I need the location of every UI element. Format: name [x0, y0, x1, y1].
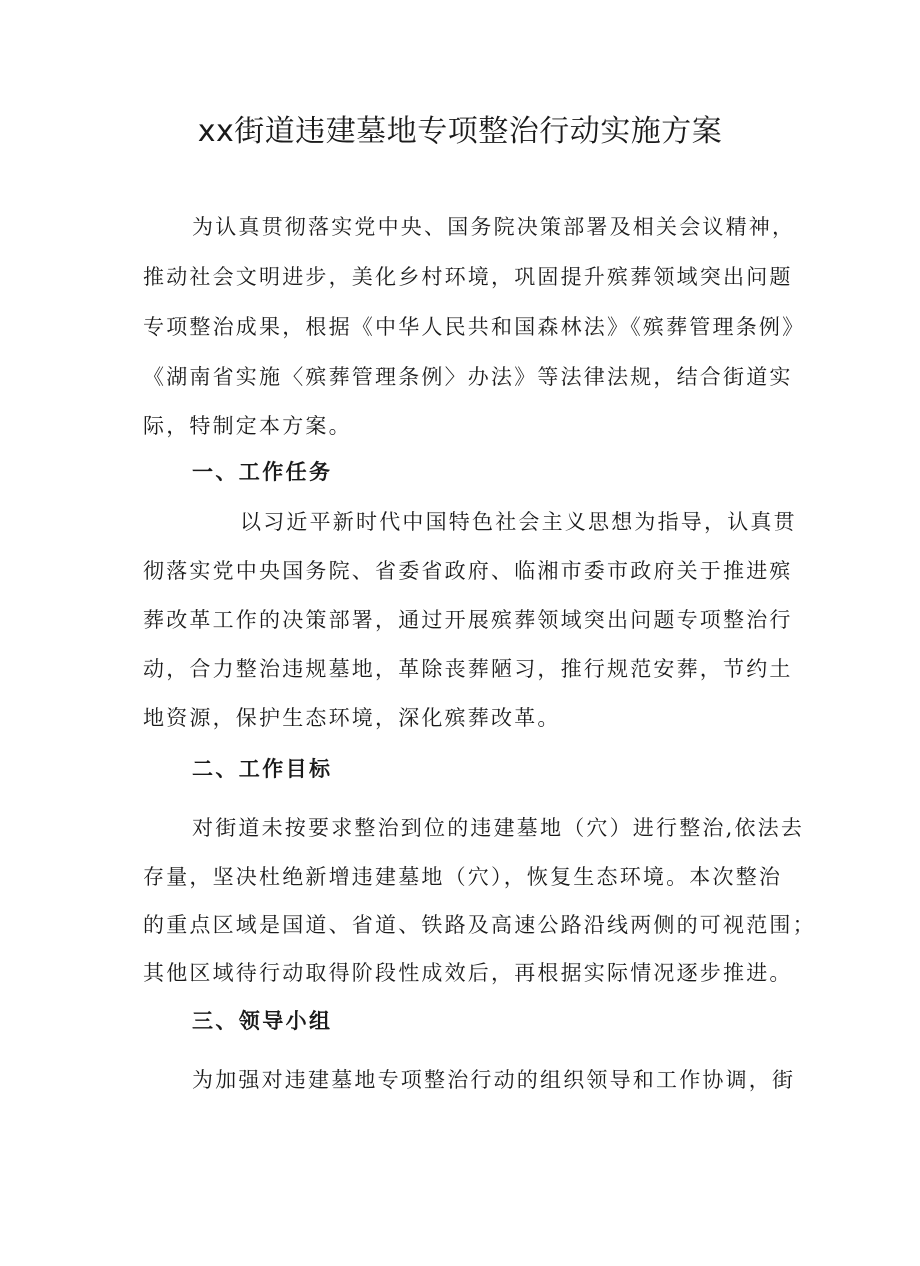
section-1-line-3: 葬改革工作的决策部署，通过开展殡葬领域突出问题专项整治行 [143, 608, 793, 632]
document-title: xx街道违建墓地专项整治行动实施方案 [197, 114, 723, 149]
section-1-line-2: 彻落实党中央国务院、省委省政府、临湘市委市政府关于推进殡 [143, 559, 793, 583]
intro-line-5: 际，特制定本方案。 [143, 414, 352, 438]
section-heading-leadership: 三、领导小组 [192, 1009, 333, 1033]
section-1-line-4: 动，合力整治违规墓地，革除丧葬陋习，推行规范安葬，节约土 [143, 657, 793, 681]
section-1-line-1: 以习近平新时代中国特色社会主义思想为指导，认真贯 [240, 510, 797, 534]
section-2-line-1: 对街道未按要求整治到位的违建墓地（穴）进行整治,依法去 [192, 816, 805, 840]
section-heading-tasks: 一、工作任务 [192, 460, 333, 484]
section-3-line-1: 为加强对违建墓地专项整治行动的组织领导和工作协调，街 [192, 1068, 796, 1092]
section-2-line-2: 存量，坚决杜绝新增违建墓地（穴），恢复生态环境。本次整治 [143, 865, 783, 889]
intro-line-1: 为认真贯彻落实党中央、国务院决策部署及相关会议精神， [192, 215, 796, 239]
section-1-line-5: 地资源，保护生态环境，深化殡葬改革。 [143, 706, 561, 730]
intro-line-4: 《湖南省实施〈殡葬管理条例〉办法》等法律法规，结合街道实 [143, 365, 793, 389]
intro-line-3: 专项整治成果，根据《中华人民共和国森林法》《殡葬管理条例》 [143, 315, 806, 339]
section-heading-goals: 二、工作目标 [192, 757, 333, 781]
section-2-line-4: 其他区域待行动取得阶段性成效后，再根据实际情况逐步推进。 [143, 961, 793, 985]
intro-line-2: 推动社会文明进步，美化乡村环境，巩固提升殡葬领域突出问题 [143, 265, 793, 289]
section-2-line-3: 的重点区域是国道、省道、铁路及高速公路沿线两侧的可视范围； [143, 913, 816, 937]
